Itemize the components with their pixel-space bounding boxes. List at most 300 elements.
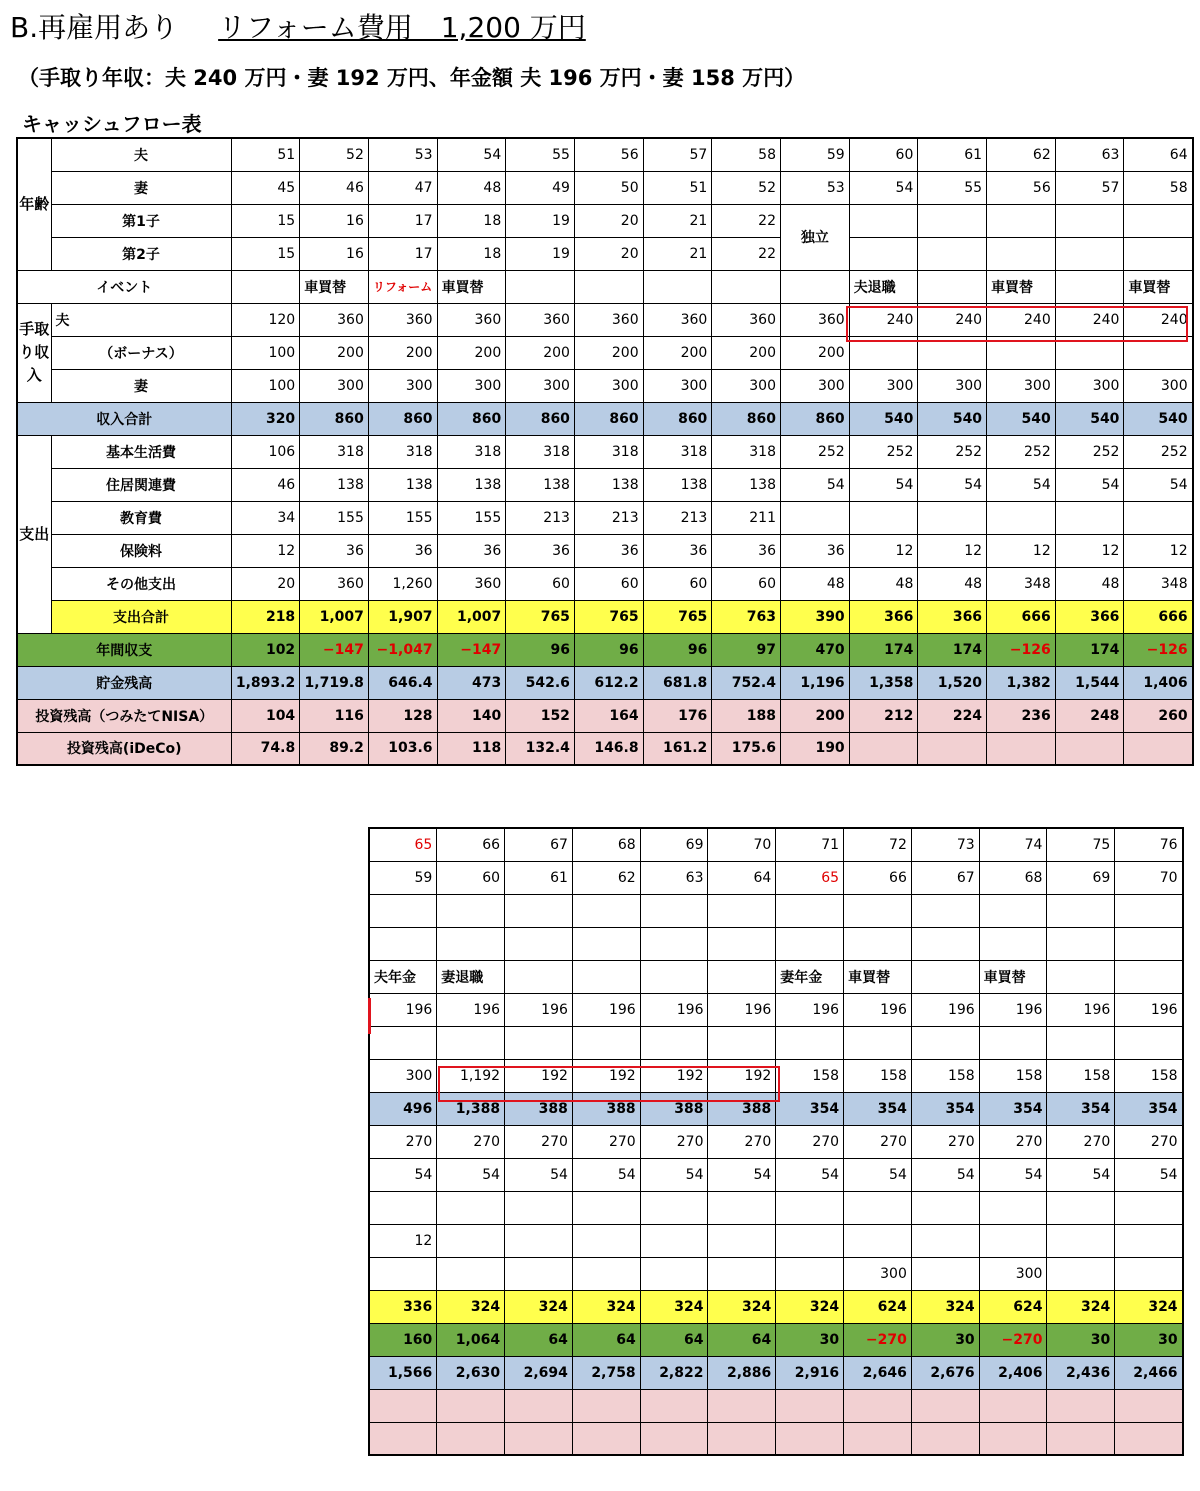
inc-wife-cell: 158 [1047, 1059, 1115, 1092]
husband-age-cell: 75 [1047, 828, 1115, 861]
savings-cell: 752.4 [712, 666, 781, 699]
wife_age-cell: 49 [506, 171, 575, 204]
insurance-cell [505, 1224, 573, 1257]
inc-wife-cell: 300 [300, 369, 369, 402]
inc-husband-cell: 196 [1115, 993, 1183, 1026]
housing-cell: 54 [918, 468, 987, 501]
events-cell: 妻退職 [437, 960, 505, 993]
wife-age-cell: 65 [776, 861, 844, 894]
empty-cell [640, 1389, 708, 1422]
inc-husband-cell: 240 [1055, 303, 1124, 336]
total-income-cell: 860 [506, 402, 575, 435]
insurance-cell: 36 [506, 534, 575, 567]
wife_age-cell: 48 [437, 171, 506, 204]
inc-husband-cell: 360 [643, 303, 712, 336]
event-cell [1055, 270, 1124, 303]
annual-cell: 30 [1115, 1323, 1183, 1356]
husband_age-cell: 53 [368, 138, 437, 171]
inc-bonus-cell: 200 [368, 336, 437, 369]
other-cell [1115, 1257, 1183, 1290]
row-total-expense [17, 600, 1193, 633]
annual-cell: −270 [979, 1323, 1047, 1356]
inc-husband-cell: 240 [1124, 303, 1193, 336]
empty-cell [849, 237, 918, 270]
living-cell: 270 [1047, 1125, 1115, 1158]
ideco-cell: 190 [781, 732, 850, 765]
child1-age-cell: 17 [368, 204, 437, 237]
living-cell: 270 [369, 1125, 437, 1158]
row-total-expense [369, 1290, 1183, 1323]
ideco-cell: 89.2 [300, 732, 369, 765]
row-label-income-wife: 妻 [51, 369, 231, 402]
annual-cell: −270 [844, 1323, 912, 1356]
total-expense-cell: 324 [776, 1290, 844, 1323]
insurance-cell: 36 [712, 534, 781, 567]
inc-wife-cell: 300 [506, 369, 575, 402]
insurance-cell [911, 1224, 979, 1257]
empty-cell [369, 1026, 437, 1059]
wife_age-cell: 52 [712, 171, 781, 204]
inc-husband-cell: 196 [776, 993, 844, 1026]
inc-bonus-cell: 200 [574, 336, 643, 369]
other-cell [505, 1257, 573, 1290]
wife_age-cell: 50 [574, 171, 643, 204]
total-expense-cell: 366 [849, 600, 918, 633]
inc-wife-cell: 300 [369, 1059, 437, 1092]
row-nisa [17, 699, 1193, 732]
empty-cell [369, 1191, 437, 1224]
total-income-cell: 540 [1124, 402, 1193, 435]
event-cell [918, 270, 987, 303]
events-cell: 妻年金 [776, 960, 844, 993]
ideco-cell [1124, 732, 1193, 765]
savings-cell: 2,466 [1115, 1356, 1183, 1389]
other-cell [572, 1257, 640, 1290]
total-expense-cell: 666 [987, 600, 1056, 633]
living-cell: 318 [506, 435, 575, 468]
child1-age-cell: 15 [231, 204, 300, 237]
events-cell: 車買替 [844, 960, 912, 993]
child2-age-cell: 19 [506, 237, 575, 270]
inc-husband-cell: 360 [437, 303, 506, 336]
empty-cell [776, 1422, 844, 1455]
row-label-living: 基本生活費 [51, 435, 231, 468]
empty-cell [911, 927, 979, 960]
inc-wife-cell: 300 [712, 369, 781, 402]
education-cell: 213 [643, 501, 712, 534]
empty-cell [979, 1026, 1047, 1059]
empty-cell [640, 1191, 708, 1224]
empty-cell [844, 927, 912, 960]
event-cell [574, 270, 643, 303]
education-cell [781, 501, 850, 534]
row-income-husband [17, 303, 1193, 336]
row-insurance [369, 1224, 1183, 1257]
empty-cell [572, 1389, 640, 1422]
plan-title: B.再雇用あり [10, 11, 179, 44]
empty-cell [1055, 237, 1124, 270]
child1-age-cell: 22 [712, 204, 781, 237]
total-expense-cell: 218 [231, 600, 300, 633]
husband-age-cell: 68 [572, 828, 640, 861]
events-cell [708, 960, 776, 993]
wife-age-cell: 70 [1115, 861, 1183, 894]
inc-husband-cell: 240 [849, 303, 918, 336]
empty-cell [708, 1422, 776, 1455]
inc-husband-cell: 196 [505, 993, 573, 1026]
row-event [369, 960, 1183, 993]
savings-cell: 542.6 [506, 666, 575, 699]
annual-cell: 1,064 [437, 1323, 505, 1356]
empty-cell [708, 1389, 776, 1422]
education-cell [849, 501, 918, 534]
housing-cell: 138 [574, 468, 643, 501]
empty-cell [911, 894, 979, 927]
total-income-cell: 354 [979, 1092, 1047, 1125]
child2-age-cell: 15 [231, 237, 300, 270]
housing-cell: 138 [368, 468, 437, 501]
empty-cell [437, 1422, 505, 1455]
empty-cell [1115, 1026, 1183, 1059]
total-income-cell: 860 [781, 402, 850, 435]
savings-cell: 1,719.8 [300, 666, 369, 699]
husband-age-cell: 74 [979, 828, 1047, 861]
husband-age-cell: 76 [1115, 828, 1183, 861]
other-cell [911, 1257, 979, 1290]
other-cell: 300 [844, 1257, 912, 1290]
husband-age-cell: 73 [911, 828, 979, 861]
total-income-cell: 540 [1055, 402, 1124, 435]
inc-bonus-cell [1055, 336, 1124, 369]
empty-cell [708, 1191, 776, 1224]
total-income-cell: 1,388 [437, 1092, 505, 1125]
empty-cell [437, 1191, 505, 1224]
insurance-cell: 36 [781, 534, 850, 567]
row-education [17, 501, 1193, 534]
total-income-cell: 540 [849, 402, 918, 435]
other-cell: 60 [506, 567, 575, 600]
living-cell: 252 [781, 435, 850, 468]
events-cell [505, 960, 573, 993]
inc-wife-cell: 192 [505, 1059, 573, 1092]
total-expense-cell: 336 [369, 1290, 437, 1323]
inc-wife-cell: 300 [368, 369, 437, 402]
other-cell: 360 [300, 567, 369, 600]
row-label-wife: 妻 [51, 171, 231, 204]
wife_age-cell: 57 [1055, 171, 1124, 204]
husband_age-cell: 60 [849, 138, 918, 171]
wife-age-cell: 59 [369, 861, 437, 894]
other-cell [369, 1257, 437, 1290]
empty-cell [572, 1422, 640, 1455]
nisa-cell: 200 [781, 699, 850, 732]
nisa-cell: 152 [506, 699, 575, 732]
inc-husband-cell: 360 [712, 303, 781, 336]
wife_age-cell: 56 [987, 171, 1056, 204]
total-income-cell: 388 [505, 1092, 573, 1125]
empty-cell [979, 1389, 1047, 1422]
housing-cell: 54 [572, 1158, 640, 1191]
event-cell [781, 270, 850, 303]
event-cell: 夫退職 [849, 270, 918, 303]
other-cell: 48 [1055, 567, 1124, 600]
inc-wife-cell: 192 [640, 1059, 708, 1092]
total-expense-cell: 366 [918, 600, 987, 633]
events-cell: 車買替 [979, 960, 1047, 993]
inc-bonus-cell: 200 [643, 336, 712, 369]
event-cell [231, 270, 300, 303]
inc-wife-cell: 1,192 [437, 1059, 505, 1092]
husband-age-cell: 67 [505, 828, 573, 861]
insurance-cell: 12 [1124, 534, 1193, 567]
annual-cell: 174 [918, 633, 987, 666]
empty-cell [911, 1026, 979, 1059]
other-cell: 48 [849, 567, 918, 600]
child2-age-cell: 16 [300, 237, 369, 270]
husband_age-cell: 56 [574, 138, 643, 171]
savings-cell: 2,676 [911, 1356, 979, 1389]
annual-cell: −147 [300, 633, 369, 666]
total-expense-cell: 324 [708, 1290, 776, 1323]
empty-cell [1047, 1422, 1115, 1455]
total-income-cell: 860 [437, 402, 506, 435]
annual-cell: 96 [574, 633, 643, 666]
total-expense-cell: 324 [437, 1290, 505, 1323]
child1-age-cell: 19 [506, 204, 575, 237]
row-income-bonus [369, 1026, 1183, 1059]
empty-cell [369, 927, 437, 960]
other-cell [776, 1257, 844, 1290]
other-cell [437, 1257, 505, 1290]
living-cell: 252 [987, 435, 1056, 468]
empty-cell [979, 927, 1047, 960]
inc-husband-cell: 196 [437, 993, 505, 1026]
row-label-event: イベント [17, 270, 231, 303]
insurance-cell [979, 1224, 1047, 1257]
row-other [17, 567, 1193, 600]
total-expense-cell: 324 [572, 1290, 640, 1323]
education-cell: 155 [300, 501, 369, 534]
empty-cell [1047, 1191, 1115, 1224]
events-cell [911, 960, 979, 993]
empty-cell [437, 1389, 505, 1422]
inc-wife-cell: 300 [643, 369, 712, 402]
savings-cell: 2,406 [979, 1356, 1047, 1389]
nisa-cell: 188 [712, 699, 781, 732]
reform-cost-title: リフォーム費用 1,200 万円 [218, 11, 586, 44]
insurance-cell [640, 1224, 708, 1257]
wife_age-cell: 55 [918, 171, 987, 204]
empty-cell [776, 1389, 844, 1422]
insurance-cell: 12 [1055, 534, 1124, 567]
event-cell [643, 270, 712, 303]
other-cell: 48 [781, 567, 850, 600]
housing-cell: 54 [1055, 468, 1124, 501]
inc-wife-cell: 158 [911, 1059, 979, 1092]
living-cell: 252 [1055, 435, 1124, 468]
annual-cell: 64 [505, 1323, 573, 1356]
inc-husband-cell: 196 [911, 993, 979, 1026]
insurance-cell [708, 1224, 776, 1257]
total-income-cell: 496 [369, 1092, 437, 1125]
housing-cell: 138 [300, 468, 369, 501]
inc-husband-cell: 196 [640, 993, 708, 1026]
other-cell [1047, 1257, 1115, 1290]
living-cell: 318 [300, 435, 369, 468]
total-income-cell: 354 [776, 1092, 844, 1125]
empty-cell [437, 894, 505, 927]
inc-bonus-cell [1124, 336, 1193, 369]
row-label-other: その他支出 [51, 567, 231, 600]
other-cell: 60 [643, 567, 712, 600]
husband-age-cell: 71 [776, 828, 844, 861]
total-income-cell: 860 [368, 402, 437, 435]
row-education [369, 1191, 1183, 1224]
insurance-cell: 12 [231, 534, 300, 567]
inc-husband-cell: 196 [979, 993, 1047, 1026]
row-label-annual: 年間収支 [17, 633, 231, 666]
inc-wife-cell: 158 [776, 1059, 844, 1092]
empty-cell [1115, 894, 1183, 927]
nisa-cell: 164 [574, 699, 643, 732]
savings-cell: 1,893.2 [231, 666, 300, 699]
inc-wife-cell: 300 [437, 369, 506, 402]
row-total-income [17, 402, 1193, 435]
other-cell: 1,260 [368, 567, 437, 600]
empty-cell [708, 1026, 776, 1059]
empty-cell [708, 927, 776, 960]
insurance-cell: 12 [849, 534, 918, 567]
inc-husband-cell: 360 [574, 303, 643, 336]
empty-cell [505, 1422, 573, 1455]
inc-husband-cell: 360 [368, 303, 437, 336]
total-income-cell: 860 [574, 402, 643, 435]
housing-cell: 138 [712, 468, 781, 501]
inc-husband-cell: 196 [1047, 993, 1115, 1026]
inc-wife-cell: 192 [572, 1059, 640, 1092]
inc-husband-cell: 196 [572, 993, 640, 1026]
inc-bonus-cell: 100 [231, 336, 300, 369]
row-label-child2: 第2子 [51, 237, 231, 270]
inc-wife-cell: 192 [708, 1059, 776, 1092]
inc-wife-cell: 300 [918, 369, 987, 402]
living-cell: 270 [776, 1125, 844, 1158]
annual-cell: −1,047 [368, 633, 437, 666]
total-expense-cell: 324 [911, 1290, 979, 1323]
empty-cell [844, 1389, 912, 1422]
annual-cell: 174 [849, 633, 918, 666]
total-income-cell: 388 [708, 1092, 776, 1125]
empty-cell [505, 1191, 573, 1224]
nisa-cell: 176 [643, 699, 712, 732]
ideco-cell: 175.6 [712, 732, 781, 765]
husband_age-cell: 51 [231, 138, 300, 171]
ideco-cell [1055, 732, 1124, 765]
empty-cell [849, 204, 918, 237]
inc-wife-cell: 300 [1124, 369, 1193, 402]
living-cell: 270 [708, 1125, 776, 1158]
education-cell: 213 [574, 501, 643, 534]
empty-cell [505, 894, 573, 927]
empty-cell [776, 927, 844, 960]
wife_age-cell: 58 [1124, 171, 1193, 204]
living-cell: 252 [918, 435, 987, 468]
savings-cell: 1,544 [1055, 666, 1124, 699]
child2-age-cell: 18 [437, 237, 506, 270]
total-expense-cell: 390 [781, 600, 850, 633]
housing-cell: 54 [1115, 1158, 1183, 1191]
inc-husband-cell: 360 [781, 303, 850, 336]
insurance-cell [1047, 1224, 1115, 1257]
empty-cell [640, 1026, 708, 1059]
row-income-wife [369, 1059, 1183, 1092]
empty-cell [572, 1026, 640, 1059]
living-cell: 270 [979, 1125, 1047, 1158]
empty-cell [987, 204, 1056, 237]
other-cell: 48 [918, 567, 987, 600]
row-ideco [369, 1422, 1183, 1455]
group-expense-label: 支出 [17, 435, 51, 633]
child1-age-cell: 20 [574, 204, 643, 237]
total-income-cell: 860 [300, 402, 369, 435]
row-label-total-income: 収入合計 [17, 402, 231, 435]
inc-wife-cell: 158 [1115, 1059, 1183, 1092]
husband_age-cell: 63 [1055, 138, 1124, 171]
ideco-cell: 103.6 [368, 732, 437, 765]
savings-cell: 473 [437, 666, 506, 699]
total-income-cell: 860 [712, 402, 781, 435]
other-cell [708, 1257, 776, 1290]
empty-cell [1115, 1191, 1183, 1224]
husband_age-cell: 61 [918, 138, 987, 171]
ideco-cell: 146.8 [574, 732, 643, 765]
insurance-cell: 36 [643, 534, 712, 567]
wife-age-cell: 61 [505, 861, 573, 894]
total-expense-cell: 324 [640, 1290, 708, 1323]
annual-cell: 64 [640, 1323, 708, 1356]
insurance-cell [844, 1224, 912, 1257]
inc-husband-cell: 196 [708, 993, 776, 1026]
total-expense-cell: 366 [1055, 600, 1124, 633]
row-ideco [17, 732, 1193, 765]
empty-cell [987, 237, 1056, 270]
total-income-cell: 320 [231, 402, 300, 435]
empty-cell [505, 1026, 573, 1059]
empty-cell [437, 927, 505, 960]
husband_age-cell: 64 [1124, 138, 1193, 171]
row-child1-age [369, 894, 1183, 927]
event-cell: リフォーム [368, 270, 437, 303]
event-cell: 車買替 [300, 270, 369, 303]
inc-husband-cell: 196 [369, 993, 437, 1026]
housing-cell: 54 [1047, 1158, 1115, 1191]
living-cell: 318 [437, 435, 506, 468]
husband-age-cell: 72 [844, 828, 912, 861]
total-expense-cell: 1,007 [437, 600, 506, 633]
empty-cell [1047, 1026, 1115, 1059]
row-income-bonus [17, 336, 1193, 369]
child1-age-cell: 18 [437, 204, 506, 237]
row-annual-balance [369, 1323, 1183, 1356]
education-cell: 211 [712, 501, 781, 534]
empty-cell [776, 1026, 844, 1059]
total-expense-cell: 765 [574, 600, 643, 633]
empty-cell [1124, 237, 1193, 270]
page-title [10, 6, 586, 46]
education-cell [1124, 501, 1193, 534]
living-cell: 270 [911, 1125, 979, 1158]
living-cell: 318 [643, 435, 712, 468]
